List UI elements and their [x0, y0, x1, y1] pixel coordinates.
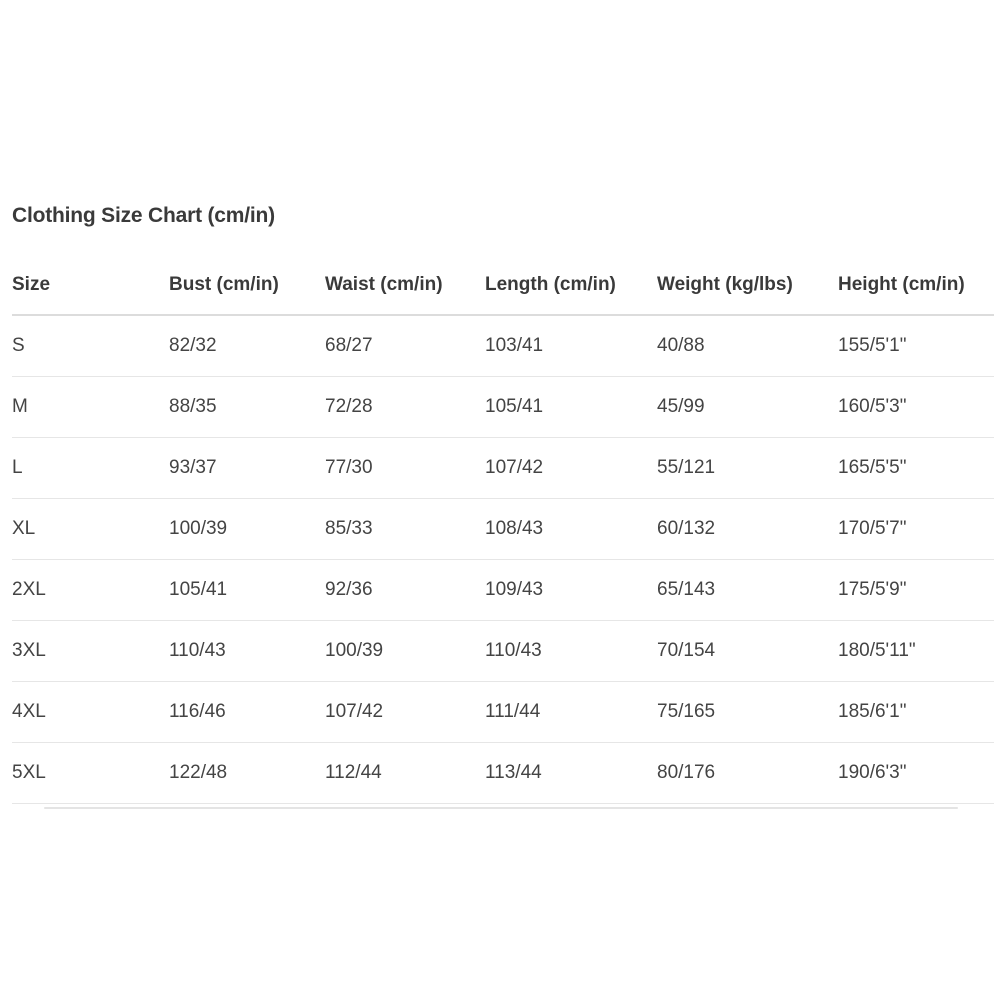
cell-size: 3XL: [12, 621, 169, 682]
cell-height: 180/5'11": [838, 621, 994, 682]
table-row: [12, 315, 994, 377]
header-weight: Weight (kg/lbs): [657, 255, 838, 315]
cell-size: 5XL: [12, 743, 169, 804]
table-row: [12, 438, 994, 499]
cell-length: 108/43: [485, 499, 657, 560]
cell-waist: 100/39: [325, 621, 485, 682]
header-size: Size: [12, 255, 169, 315]
cell-weight: 75/165: [657, 682, 838, 743]
cell-waist: 112/44: [325, 743, 485, 804]
table-row: [12, 499, 994, 560]
cell-weight: 60/132: [657, 499, 838, 560]
table-row: [12, 743, 994, 804]
cell-weight: 45/99: [657, 377, 838, 438]
cell-size: XL: [12, 499, 169, 560]
table-row: [12, 621, 994, 682]
cell-height: 175/5'9": [838, 560, 994, 621]
cell-bust: 100/39: [169, 499, 325, 560]
cell-height: 155/5'1": [838, 315, 994, 377]
cell-length: 103/41: [485, 315, 657, 377]
cell-bust: 93/37: [169, 438, 325, 499]
table-row: [12, 560, 994, 621]
cell-length: 111/44: [485, 682, 657, 743]
chart-title: Clothing Size Chart (cm/in): [12, 204, 275, 227]
size-chart-table: [12, 255, 994, 804]
cell-weight: 80/176: [657, 743, 838, 804]
cell-size: M: [12, 377, 169, 438]
table-header-row: [12, 255, 994, 315]
cell-bust: 110/43: [169, 621, 325, 682]
cell-size: 2XL: [12, 560, 169, 621]
cell-bust: 116/46: [169, 682, 325, 743]
cell-waist: 107/42: [325, 682, 485, 743]
cell-height: 160/5'3": [838, 377, 994, 438]
table-row: [12, 377, 994, 438]
cell-bust: 105/41: [169, 560, 325, 621]
cell-waist: 92/36: [325, 560, 485, 621]
cell-height: 170/5'7": [838, 499, 994, 560]
cell-length: 113/44: [485, 743, 657, 804]
cell-height: 165/5'5": [838, 438, 994, 499]
cell-height: 185/6'1": [838, 682, 994, 743]
header-bust: Bust (cm/in): [169, 255, 325, 315]
cell-waist: 85/33: [325, 499, 485, 560]
cell-weight: 40/88: [657, 315, 838, 377]
cell-size: 4XL: [12, 682, 169, 743]
cell-bust: 82/32: [169, 315, 325, 377]
cell-waist: 77/30: [325, 438, 485, 499]
header-height: Height (cm/in): [838, 255, 994, 315]
cell-size: L: [12, 438, 169, 499]
cell-weight: 55/121: [657, 438, 838, 499]
cell-waist: 68/27: [325, 315, 485, 377]
header-length: Length (cm/in): [485, 255, 657, 315]
cell-length: 109/43: [485, 560, 657, 621]
horizontal-scrollbar[interactable]: [12, 806, 994, 810]
cell-size: S: [12, 315, 169, 377]
cell-length: 110/43: [485, 621, 657, 682]
cell-height: 190/6'3": [838, 743, 994, 804]
header-waist: Waist (cm/in): [325, 255, 485, 315]
scrollbar-thumb[interactable]: [44, 807, 958, 809]
cell-length: 105/41: [485, 377, 657, 438]
table-body: [12, 315, 994, 804]
cell-length: 107/42: [485, 438, 657, 499]
cell-bust: 88/35: [169, 377, 325, 438]
cell-bust: 122/48: [169, 743, 325, 804]
cell-waist: 72/28: [325, 377, 485, 438]
table-row: [12, 682, 994, 743]
cell-weight: 70/154: [657, 621, 838, 682]
cell-weight: 65/143: [657, 560, 838, 621]
